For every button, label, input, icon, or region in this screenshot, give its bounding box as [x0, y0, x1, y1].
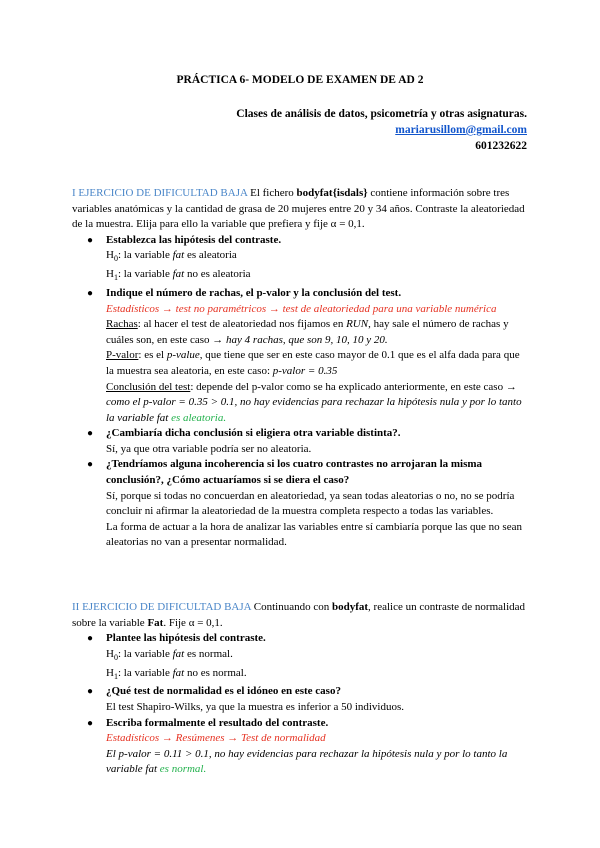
list-item [72, 286, 530, 426]
list-item [72, 233, 530, 286]
exercise-2-heading: II EJERCICIO DE DIFICULTAD BAJA [72, 601, 251, 613]
list-item [72, 716, 530, 778]
document-title: PRÁCTICA 6- MODELO DE EXAMEN DE AD 2 [176, 74, 424, 86]
conclusion-answer: Conclusión del test: depende del p-valor como se ha explicado anteriormente, en este caso → como el p-valor = 0.35 > 0.1, no hay evidencias para rechazar la hipótesis nula y por lo tanto la variable fat es aleatoria. [106, 380, 522, 424]
bullet-icon: ● [87, 428, 94, 440]
pvalor-answer: P-valor: es el p-value, que tiene que ser en este caso mayor de 0.1 que es el alfa dada para que la muestra sea aleatoria, en este caso: p-valor = 0.35 [106, 349, 520, 377]
question: ¿Qué test de normalidad es el idóneo en este caso? [106, 685, 341, 698]
bullet-icon: ● [87, 717, 94, 729]
question: ¿Cambiaría dicha conclusión si eligiera otra variable distinta?. [106, 427, 401, 440]
exercise-2 [72, 600, 530, 778]
menu-path: Estadísticos → test no paramétricos → test de aleatoriedad para una variable numérica [106, 302, 497, 315]
email-text[interactable]: mariarusillom@gmail.com [395, 124, 527, 136]
bullet-icon: ● [87, 287, 94, 299]
list-item [72, 631, 530, 684]
subtitle: Clases de análisis de datos, psicometría y otras asignaturas. [236, 108, 527, 120]
bullet-icon: ● [87, 459, 94, 471]
hypothesis-h0: $H_0$: la variable fat es normal. [106, 647, 233, 662]
question: Escriba formalmente el resultado del contraste. [106, 716, 329, 729]
exercise-1-intro: I EJERCICIO DE DIFICULTAD BAJA El fichero bodyfat{isdals} contiene información sobre tres variables anatómicas y la cantidad de grasa de 20 mujeres entre 20 y 34 años. Contraste la aleatoriedad de la muestra. Elija para ello la variable que prefiera y fije α = 0,1. [72, 187, 525, 231]
answer: Sí, porque si todas no concuerdan en aleatoriedad, ya sean todas aleatorias o no, no se podría concluir ni afirmar la aleatoriedad de la muestra completa respecto a todas las variables. [106, 489, 515, 518]
bullet-icon: ● [87, 686, 94, 698]
hypothesis-h1: $H_1$: la variable fat no es aleatoria [106, 268, 251, 283]
answer: La forma de actuar a la hora de analizar las variables entre sí cambiaría porque las que no sean aleatorias no van a presentar normalidad. [106, 520, 522, 549]
rachas-answer: Rachas: al hacer el test de aleatoriedad nos fijamos en RUN, hay sale el número de rachas y cuáles son, en este caso → hay 4 rachas, que son 9, 10, 10 y 20. [106, 318, 509, 346]
dataset-name: bodyfat [331, 601, 369, 613]
list-item [72, 426, 530, 457]
list-item [72, 684, 530, 715]
bullet-icon: ● [87, 234, 94, 246]
exercise-2-intro: II EJERCICIO DE DIFICULTAD BAJA Continuando con bodyfat, realice un contraste de normalidad sobre la variable Fat. Fije α = 0,1. [72, 601, 526, 629]
exercise-1 [72, 186, 530, 551]
email-link[interactable] [395, 124, 527, 136]
question: ¿Tendríamos alguna incoherencia si los cuatro contrastes no arrojaran la misma conclusión?, ¿Cómo actuaríamos si se diera el caso? [106, 458, 483, 487]
menu-path: Estadísticos → Resúmenes → Test de normalidad [106, 732, 326, 745]
bullet-icon: ● [87, 633, 94, 645]
exercise-1-heading: I EJERCICIO DE DIFICULTAD BAJA [72, 187, 248, 199]
phone-number: 601232622 [475, 140, 527, 152]
list-item [72, 457, 530, 551]
dataset-name: bodyfat{isdals} [296, 187, 368, 199]
hypothesis-h1: $H_1$: la variable fat no es normal. [106, 666, 247, 681]
answer: El test Shapiro-Wilks, ya que la muestra es inferior a 50 individuos. [106, 700, 405, 713]
hypothesis-h0: $H_0$: la variable fat es aleatoria [106, 249, 237, 264]
question: Establezca las hipótesis del contraste. [106, 233, 282, 246]
answer: El p-valor = 0.11 > 0.1, no hay evidencias para rechazar la hipótesis nula y por lo tanto la variable fat es normal. [106, 747, 508, 776]
question: Indique el número de rachas, el p-valor y la conclusión del test. [106, 286, 402, 299]
answer: Sí, ya que otra variable podría ser no aleatoria. [106, 442, 312, 455]
question: Plantee las hipótesis del contraste. [106, 632, 266, 645]
